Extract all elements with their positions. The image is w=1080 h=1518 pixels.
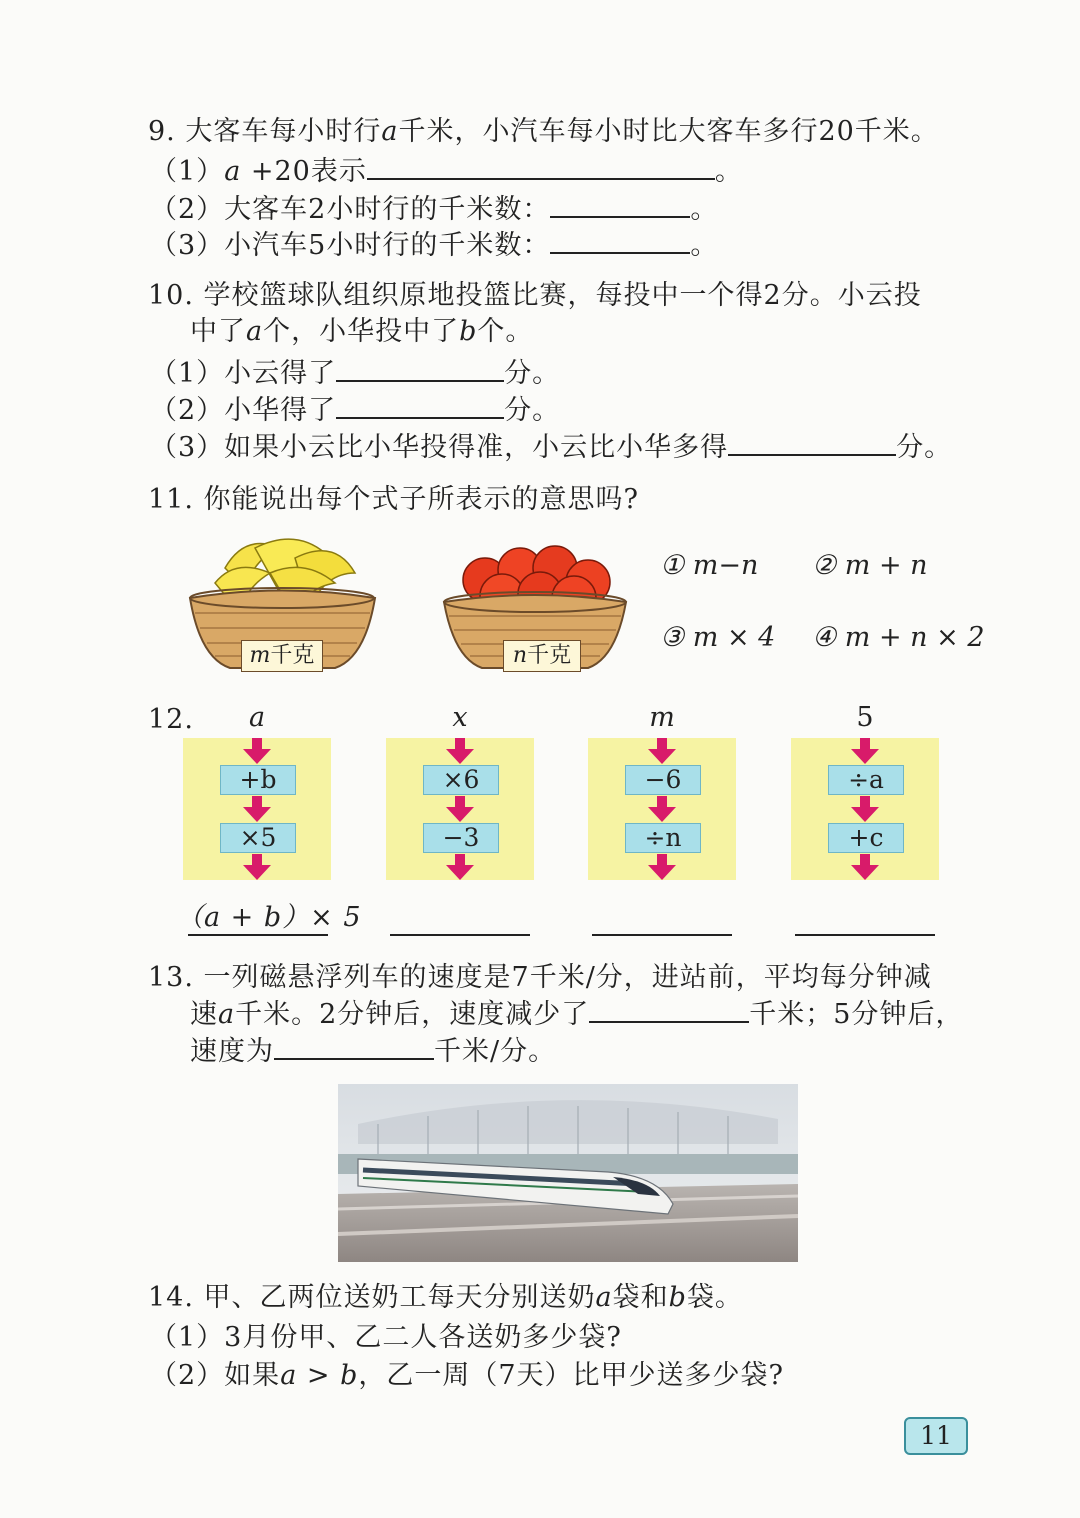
maglev-train-image [338, 1084, 798, 1262]
flowchart-column [386, 700, 534, 880]
q10-stem-line2: 中了a个，小华投中了b个。 [190, 316, 534, 347]
q14-stem: 14. 甲、乙两位送奶工每天分别送奶a袋和b袋。 [148, 1282, 743, 1313]
answer-blank[interactable] [390, 934, 530, 936]
operation-box: ÷a [828, 765, 904, 795]
down-arrow-icon [446, 738, 474, 768]
q12-number: 12. [148, 704, 194, 735]
flowchart-panel [791, 738, 939, 880]
down-arrow-icon [648, 738, 676, 768]
operation-box: −3 [423, 823, 499, 853]
formula-1: ① m−n [660, 550, 759, 581]
down-arrow-icon [851, 854, 879, 884]
answer-blank[interactable] [728, 430, 896, 456]
formula-2: ② m + n [812, 550, 928, 581]
answer-blank[interactable] [589, 997, 749, 1023]
down-arrow-icon [648, 854, 676, 884]
answer-blank[interactable] [188, 934, 328, 936]
answer-blank[interactable] [550, 192, 690, 218]
operation-box: +b [220, 765, 296, 795]
q11-stem: 11. 你能说出每个式子所表示的意思吗? [148, 484, 639, 515]
flowchart-column [183, 700, 331, 880]
flowchart-panel [588, 738, 736, 880]
answer-blank[interactable] [795, 934, 935, 936]
flowchart-column [791, 700, 939, 880]
down-arrow-icon [851, 738, 879, 768]
formula-3: ③ m × 4 [660, 622, 776, 653]
q9-part3: （3）小汽车5小时行的千米数： 。 [150, 230, 719, 261]
down-arrow-icon [446, 796, 474, 826]
answer-blank[interactable] [336, 356, 504, 382]
q10-part1: （1）小云得了 分。 [150, 358, 561, 389]
operation-box: +c [828, 823, 904, 853]
operation-box: ×6 [423, 765, 499, 795]
q14-part2: （2）如果a > b，乙一周（7天）比甲少送多少袋? [150, 1360, 785, 1391]
q9-part2: （2）大客车2小时行的千米数： 。 [150, 194, 719, 225]
down-arrow-icon [446, 854, 474, 884]
q12-answer-1: （a + b）× 5 [176, 902, 362, 933]
q13-line2: 速a千米。2分钟后，速度减少了 千米；5分钟后， [190, 999, 964, 1030]
flowchart-panel [386, 738, 534, 880]
flowchart-column [588, 700, 736, 880]
q14-part1: （1）3月份甲、乙二人各送奶多少袋? [150, 1322, 622, 1353]
q9-stem: 9. 大客车每小时行a千米，小汽车每小时比大客车多行20千米。 [148, 116, 939, 147]
q10-stem-line1: 10. 学校篮球队组织原地投篮比赛，每投中一个得2分。小云投 [148, 280, 922, 311]
banana-weight-label: m千克 [241, 640, 323, 672]
flowchart-input: 5 [856, 702, 874, 733]
q9-part1: （1）a +20表示 。 [150, 156, 743, 187]
answer-blank[interactable] [367, 154, 715, 180]
operation-box: −6 [625, 765, 701, 795]
answer-blank[interactable] [550, 228, 690, 254]
operation-box: ×5 [220, 823, 296, 853]
page-number: 11 [904, 1417, 968, 1455]
apple-weight-label: n千克 [503, 640, 581, 672]
q10-part2: （2）小华得了 分。 [150, 395, 561, 426]
flowchart-input: a [248, 702, 266, 733]
q13-line3: 速度为 千米/分。 [190, 1036, 557, 1067]
q10-part3: （3）如果小云比小华投得准，小云比小华多得 分。 [150, 432, 953, 463]
flowchart-input: m [649, 702, 675, 733]
answer-blank[interactable] [592, 934, 732, 936]
down-arrow-icon [648, 796, 676, 826]
q13-line1: 13. 一列磁悬浮列车的速度是7千米/分，进站前，平均每分钟减 [148, 962, 932, 993]
flowchart-input: x [452, 702, 468, 733]
answer-blank[interactable] [274, 1034, 434, 1060]
answer-blank[interactable] [336, 393, 504, 419]
down-arrow-icon [243, 854, 271, 884]
down-arrow-icon [851, 796, 879, 826]
down-arrow-icon [243, 738, 271, 768]
operation-box: ÷n [625, 823, 701, 853]
down-arrow-icon [243, 796, 271, 826]
flowchart-panel [183, 738, 331, 880]
formula-4: ④ m + n × 2 [812, 622, 985, 653]
